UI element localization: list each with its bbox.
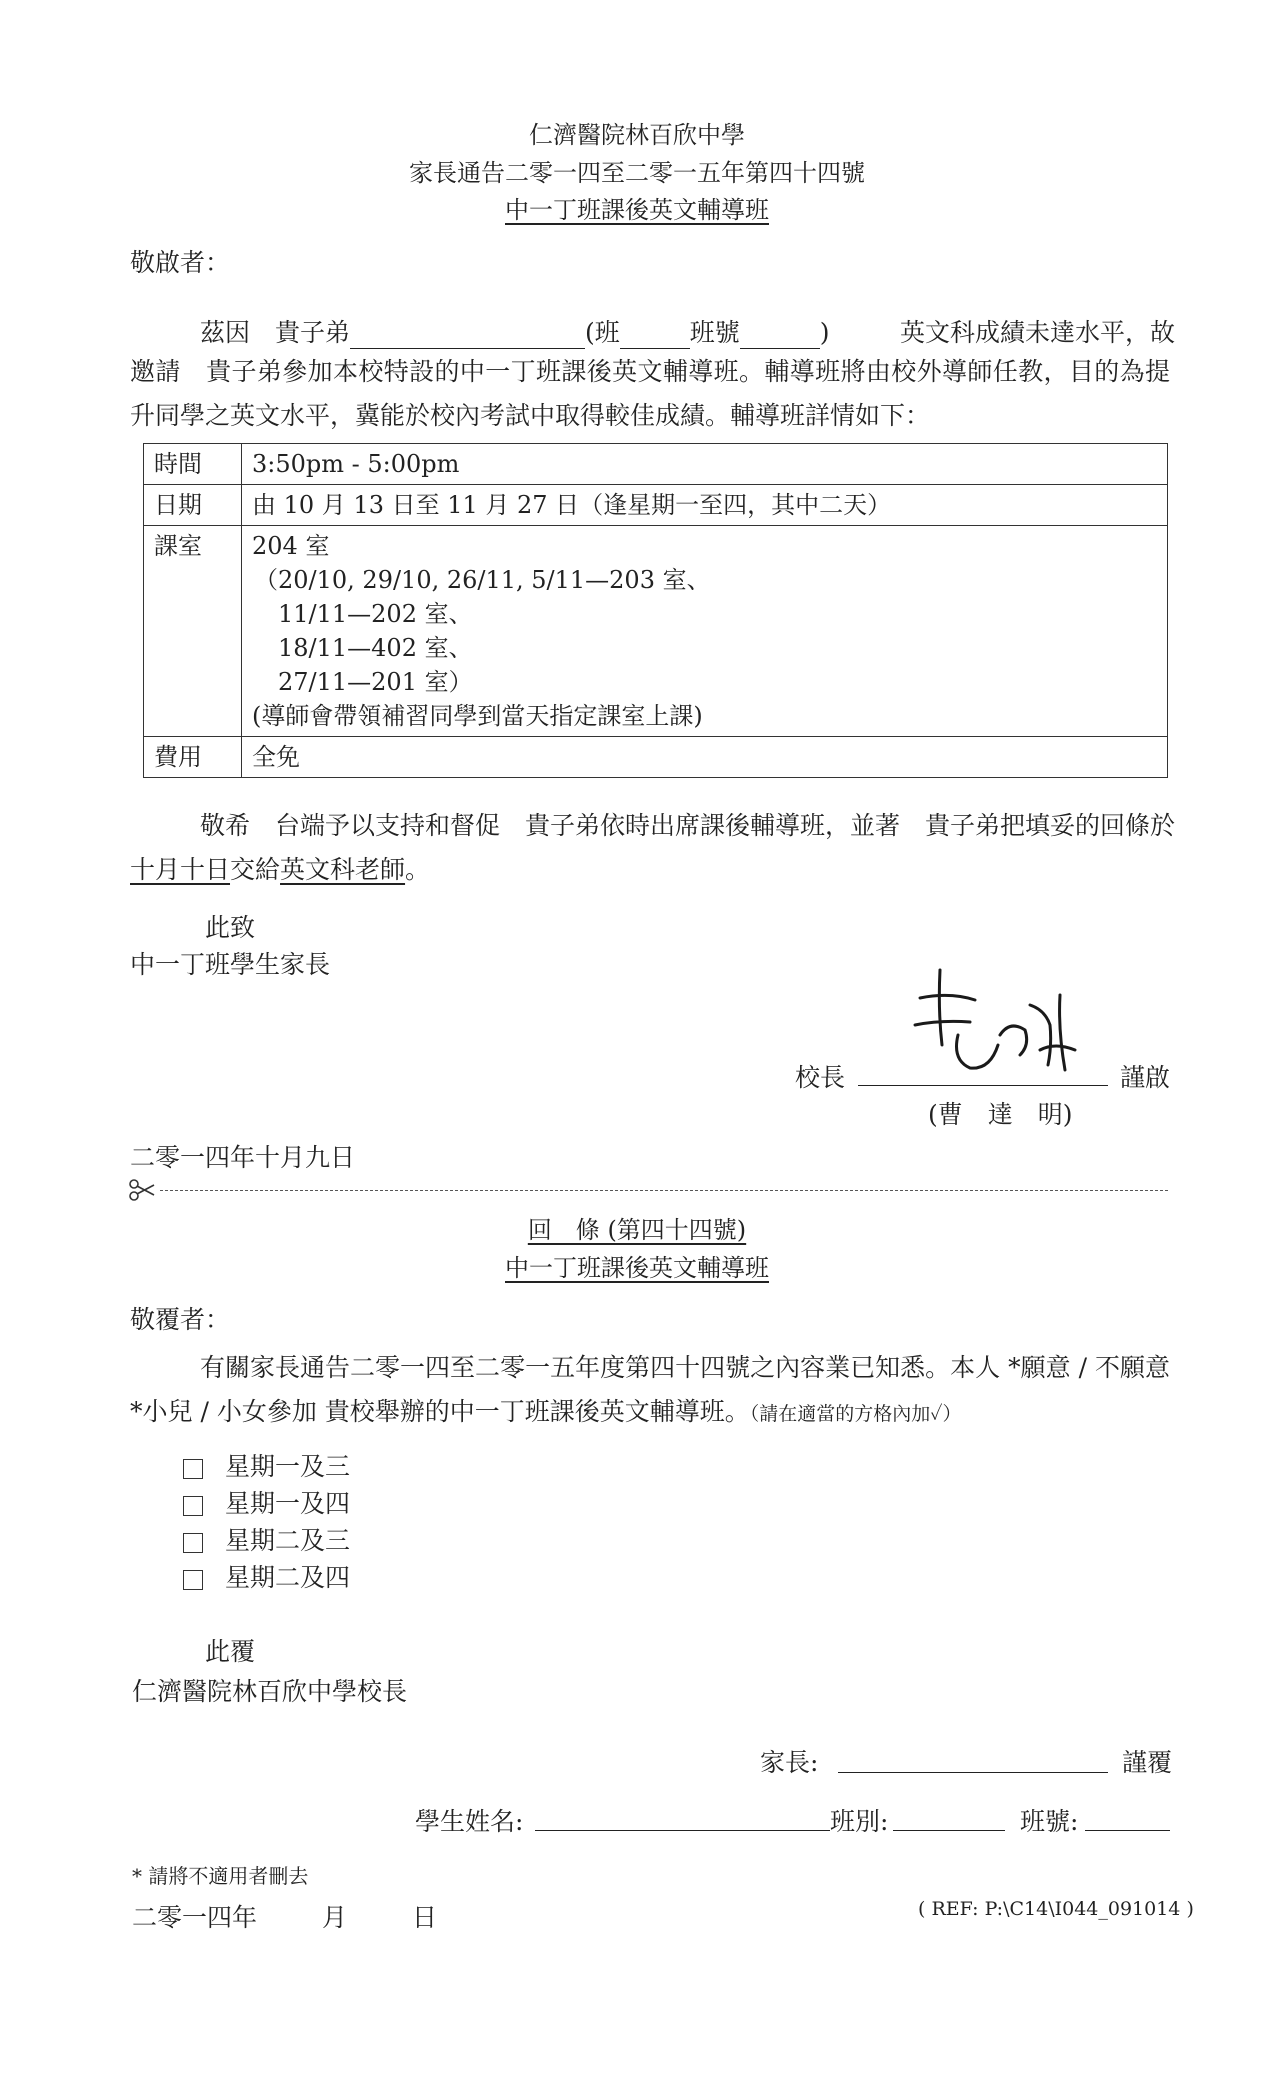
checkbox[interactable] (183, 1533, 203, 1553)
option-mon-thu[interactable]: 星期一及四 (183, 1484, 350, 1520)
option-mon-wed[interactable]: 星期一及三 (183, 1447, 350, 1483)
school-name: 仁濟醫院林百欣中學 (529, 121, 745, 149)
addressee: 中一丁班學生家長 (130, 950, 331, 979)
student-name-field[interactable] (535, 1830, 830, 1831)
fee-label: 費用 (144, 737, 242, 778)
room-value: 204 室 （20/10, 29/10, 26/11, 5/11—203 室、 11/11—202 室、 18/11—402 室、 27/11—201 室） (導師會帶領補習同學到當天指定課室上課) (242, 526, 1168, 737)
reference-code: ( REF: P:\C14\I044_091014 ) (918, 1898, 1194, 1920)
class-label: 班別: (830, 1807, 889, 1836)
principal-signature-line (858, 1085, 1108, 1086)
intro-line-1-end: 英文科成績未達水平，故 (900, 318, 1176, 347)
reply-date-month: 月 (322, 1903, 348, 1932)
reply-salutation: 敬覆者： (130, 1305, 231, 1334)
option-tue-thu[interactable]: 星期二及四 (183, 1558, 350, 1594)
principal-name: (曹 達 明) (928, 1100, 1073, 1129)
table-row (144, 444, 1168, 485)
number-label: 班號: (1020, 1807, 1079, 1836)
class-blank[interactable] (620, 324, 690, 349)
table-row (144, 485, 1168, 526)
table-row (144, 737, 1168, 778)
date-value: 由 10 月 13 日至 11 月 27 日（逢星期一至四，其中二天） (242, 485, 1168, 526)
return-instruction: 十月十日交給英文科老師。 (130, 855, 431, 884)
class-no-blank[interactable] (740, 324, 820, 349)
respect-closing: 謹啟 (1120, 1063, 1171, 1092)
intro-paragraph: 邀請 貴子弟參加本校特設的中一丁班課後英文輔導班。輔導班將由校外導師任教，目的為提升同學之英文水平，冀能於校內考試中取得較佳成績。輔導班詳情如下： (130, 357, 1170, 430)
scissors-icon (128, 1178, 156, 1202)
notice-date: 二零一四年十月九日 (130, 1143, 356, 1172)
checkbox[interactable] (183, 1570, 203, 1590)
reply-addressee: 仁濟醫院林百欣中學校長 (132, 1677, 408, 1706)
intro-line-1: 茲因 貴子弟 (班 班號 ) (200, 318, 830, 347)
checkbox[interactable] (183, 1459, 203, 1479)
closing-text: 敬希 台端予以支持和督促 貴子弟依時出席課後輔導班，並著 貴子弟把填妥的回條於 (200, 811, 1176, 840)
time-label: 時間 (144, 444, 242, 485)
reply-date-day: 日 (412, 1903, 438, 1932)
reply-subject: 中一丁班課後英文輔導班 (505, 1254, 769, 1282)
table-row (144, 526, 1168, 737)
reply-date-year: 二零一四年 (132, 1903, 258, 1932)
student-name-label: 學生姓名: (415, 1807, 524, 1836)
notice-number: 家長通告二零一四至二零一五年第四十四號 (409, 159, 865, 187)
student-name-blank[interactable] (350, 324, 585, 349)
reply-cifu: 此覆 (205, 1637, 256, 1666)
parent-signature-field[interactable] (838, 1772, 1108, 1773)
option-tue-wed[interactable]: 星期二及三 (183, 1521, 350, 1557)
reply-paragraph: 有關家長通告二零一四至二零一五年度第四十四號之內容業已知悉。本人 *願意 / 不願意 *小兒 / 小女參加 貴校舉辦的中一丁班課後英文輔導班。（請在適當的方格內加✓） (130, 1353, 1170, 1426)
cizhi: 此致 (205, 913, 256, 942)
time-value: 3:50pm - 5:00pm (242, 444, 1168, 485)
cut-line (160, 1190, 1168, 1191)
fee-value: 全免 (242, 737, 1168, 778)
reply-title: 回 條 (第四十四號) (527, 1216, 747, 1244)
principal-signature (880, 950, 1100, 1090)
principal-label: 校長 (795, 1063, 846, 1092)
checkbox[interactable] (183, 1496, 203, 1516)
details-table (143, 443, 1168, 778)
parent-label: 家長: (760, 1748, 819, 1777)
room-label: 課室 (144, 526, 242, 737)
salutation: 敬啟者： (130, 248, 231, 277)
date-label: 日期 (144, 485, 242, 526)
class-field[interactable] (893, 1830, 1005, 1831)
footnote: * 請將不適用者刪去 (132, 1864, 309, 1888)
reply-respect: 謹覆 (1122, 1748, 1173, 1777)
number-field[interactable] (1085, 1830, 1170, 1831)
notice-subject: 中一丁班課後英文輔導班 (505, 196, 769, 224)
